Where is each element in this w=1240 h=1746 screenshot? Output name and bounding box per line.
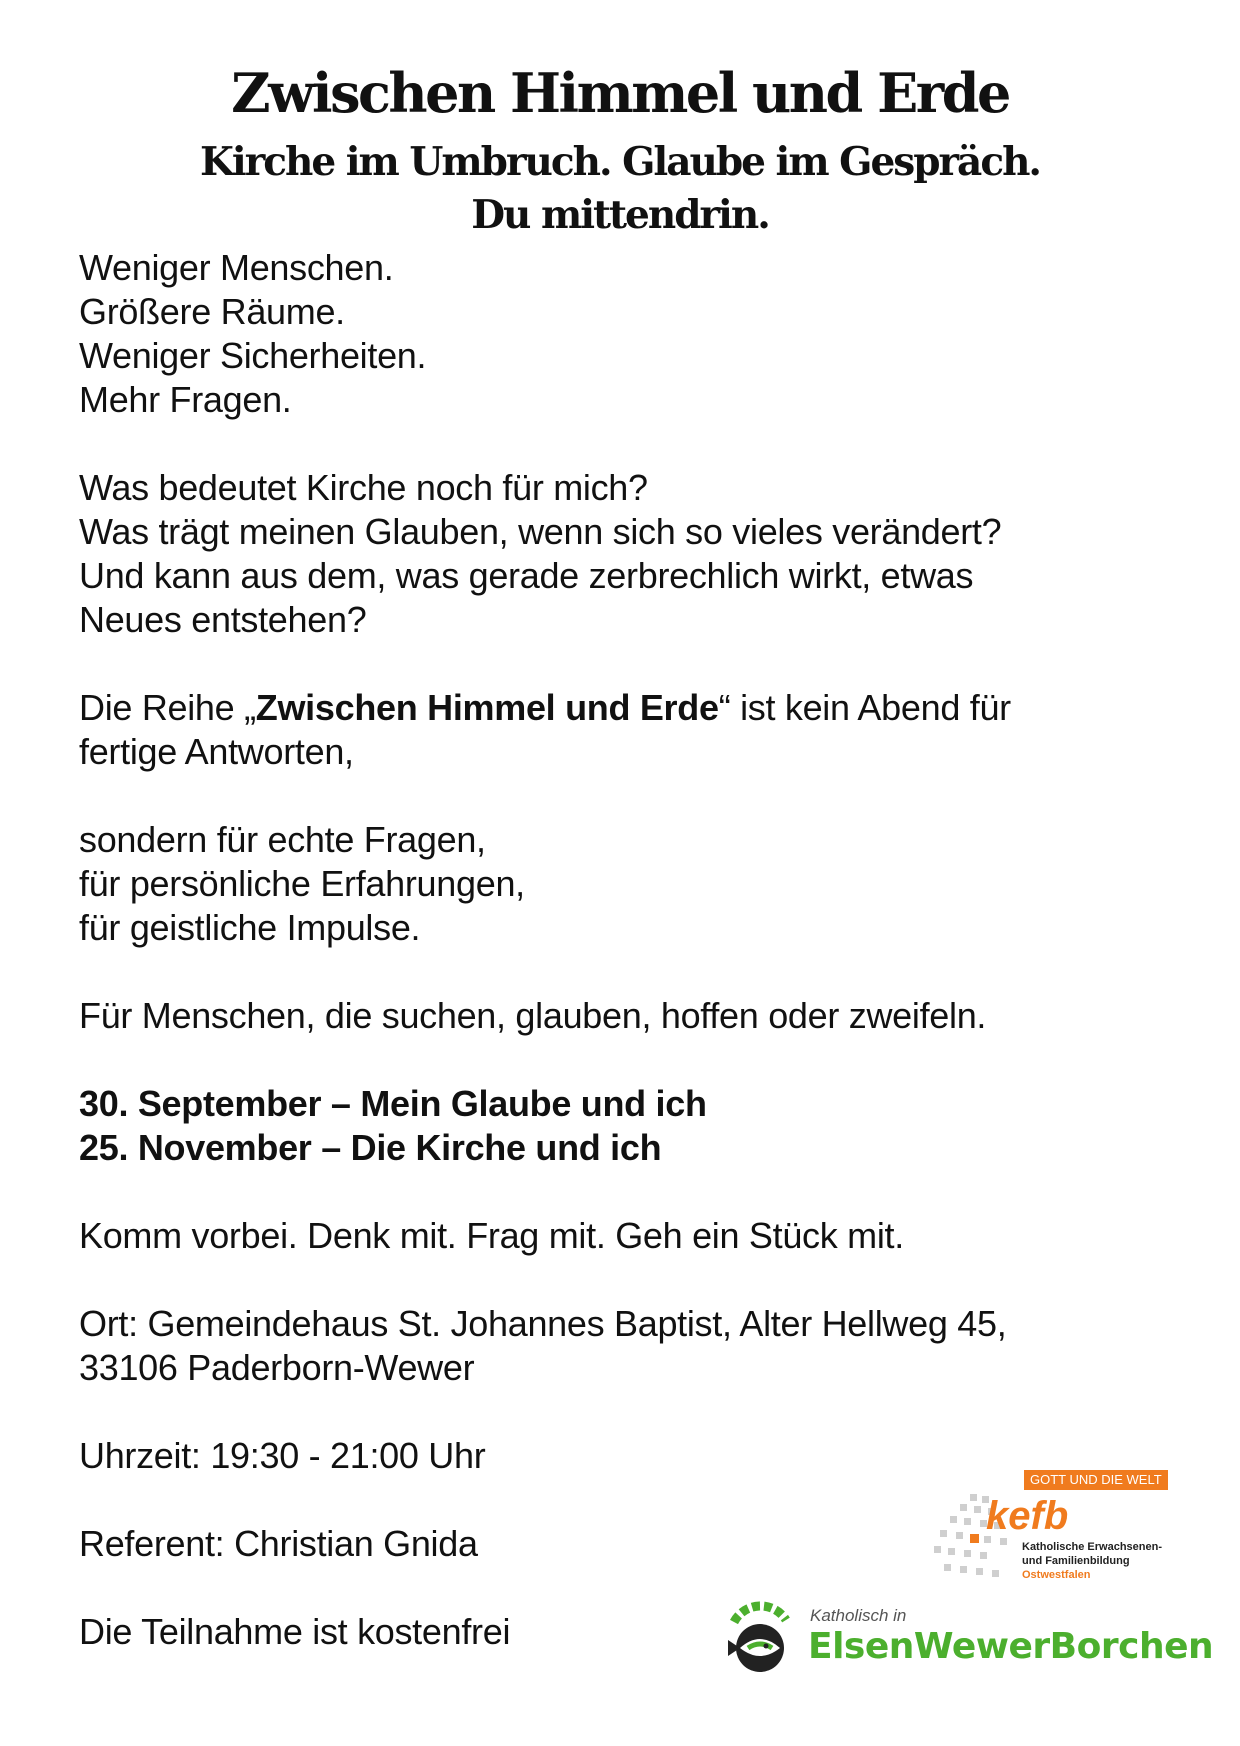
purpose-line: für geistliche Impulse. xyxy=(79,907,421,948)
kefb-tagline-1: Katholische Erwachsenen- xyxy=(1022,1541,1162,1553)
intro-line: Mehr Fragen. xyxy=(79,379,292,420)
question-line: Und kann aus dem, was gerade zerbrechlich wirkt, etwas xyxy=(79,555,974,596)
ewb-logo xyxy=(720,1600,1214,1690)
subtitle-line-1: Kirche im Umbruch. Glaube im Gespräch. xyxy=(199,139,1041,185)
question-line: Neues entstehen? xyxy=(79,599,367,640)
question-line: Was bedeutet Kirche noch für mich? xyxy=(79,467,648,508)
kefb-logo xyxy=(930,1470,1170,1590)
series-description-line2: fertige Antworten, xyxy=(79,731,354,772)
event-date xyxy=(79,1082,1169,1126)
location-line: 33106 Paderborn-Wewer xyxy=(79,1347,475,1388)
speaker-line: Referent: Christian Gnida xyxy=(79,1523,478,1564)
time-line: Uhrzeit: 19:30 - 21:00 Uhr xyxy=(79,1435,486,1476)
kefb-wordmark: kefb xyxy=(986,1494,1069,1538)
location-line: Ort: Gemeindehaus St. Johannes Baptist, Alter Hellweg 45, xyxy=(79,1303,1007,1344)
body-text xyxy=(79,246,1169,1654)
audience-line: Für Menschen, die suchen, glauben, hoffen oder zweifeln. xyxy=(79,995,987,1036)
fee-line: Die Teilnahme ist kostenfrei xyxy=(79,1611,511,1652)
event-date-1: 30. September – Mein Glaube und ich xyxy=(79,1083,707,1124)
ewb-fish-icon xyxy=(720,1600,800,1680)
series-prefix: Die Reihe „ xyxy=(79,687,256,728)
purpose-line: sondern für echte Fragen, xyxy=(79,819,486,860)
kefb-tagline-3: Ostwestfalen xyxy=(1022,1569,1091,1581)
ewb-tagline: Katholisch in xyxy=(810,1606,907,1625)
subtitle-line-2: Du mittendrin. xyxy=(471,192,769,238)
intro-line: Weniger Sicherheiten. xyxy=(79,335,427,376)
intro-line: Weniger Menschen. xyxy=(79,247,394,288)
kefb-tagline-2: und Familienbildung xyxy=(1022,1555,1130,1567)
event-date xyxy=(79,1126,1169,1170)
question-line: Was trägt meinen Glauben, wenn sich so vieles verändert? xyxy=(79,511,1002,552)
kefb-badge: GOTT UND DIE WELT xyxy=(1024,1470,1168,1490)
intro-line: Größere Räume. xyxy=(79,291,345,332)
series-name: Zwischen Himmel und Erde xyxy=(255,687,719,728)
invitation-line: Komm vorbei. Denk mit. Frag mit. Geh ein Stück mit. xyxy=(79,1215,904,1256)
series-description xyxy=(79,686,1169,730)
event-date-2: 25. November – Die Kirche und ich xyxy=(79,1127,662,1168)
purpose-line: für persönliche Erfahrungen, xyxy=(79,863,525,904)
series-suffix: “ ist kein Abend für xyxy=(718,687,1011,728)
ewb-wordmark: ElsenWewerBorchen xyxy=(808,1626,1214,1667)
page-title: Zwischen Himmel und Erde xyxy=(231,61,1009,125)
